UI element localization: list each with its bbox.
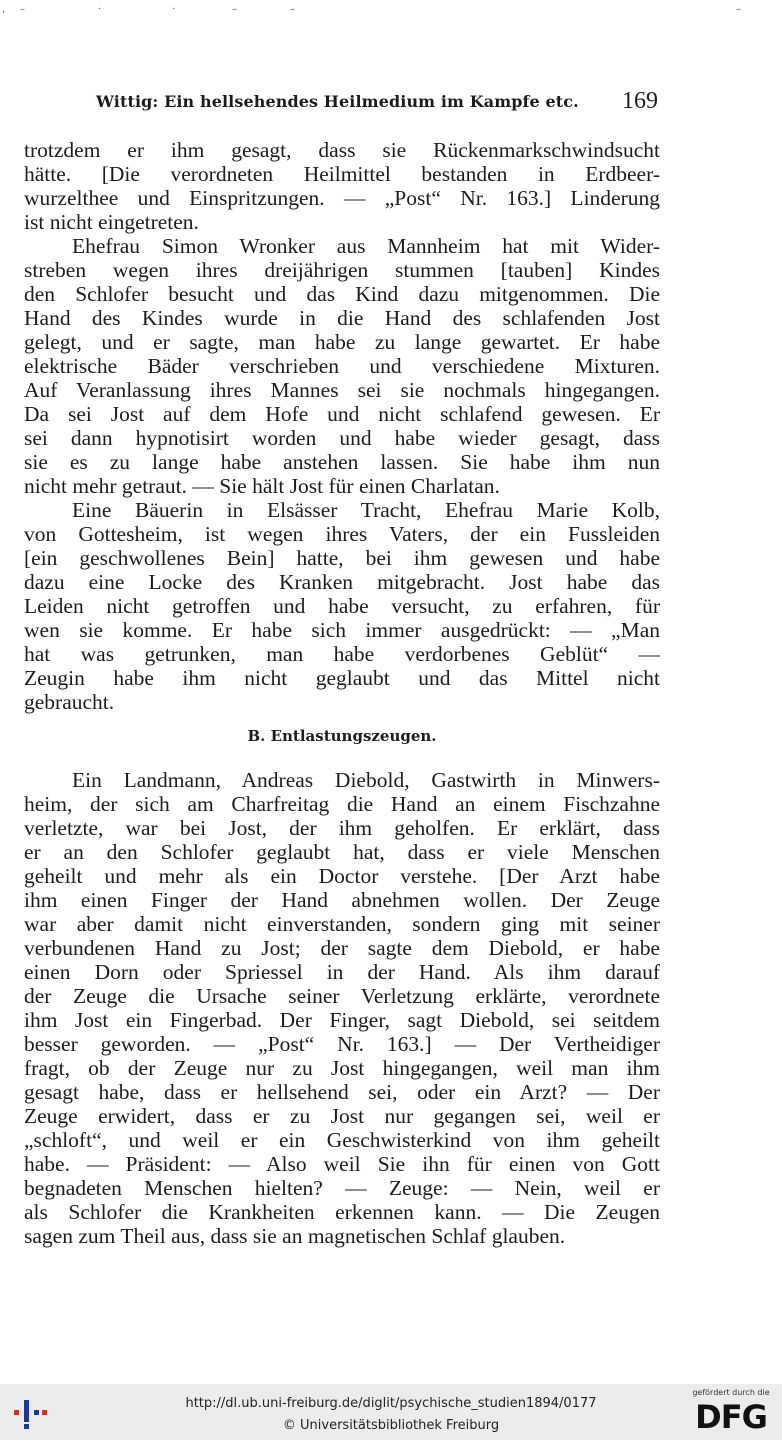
text-line: Leiden nicht getroffen und habe versucht, zu erfahren, für xyxy=(24,594,660,618)
text-line: Eine Bäuerin in Elsässer Tracht, Ehefrau Marie Kolb, xyxy=(72,498,660,522)
text-line: sagen zum Theil aus, dass sie an magnetischen Schlaf glauben. xyxy=(24,1224,566,1248)
text-line: begnadeten Menschen hielten? — Zeuge: — Nein, weil er xyxy=(24,1176,660,1200)
text-line: Ehefrau Simon Wronker aus Mannheim hat mit Wider- xyxy=(72,234,660,258)
text-line: trotzdem er ihm gesagt, dass sie Rückenmarkschwindsucht xyxy=(24,138,660,162)
scan-edge-marks: , – · · – – – xyxy=(2,4,741,15)
text-line: streben wegen ihres dreijährigen stummen [tauben] Kindes xyxy=(24,258,660,282)
dfg-logo xyxy=(686,1388,776,1438)
text-line: heim, der sich am Charfreitag die Hand an einem Fischzahne xyxy=(24,792,660,816)
text-line: ihm einen Finger der Hand abnehmen wollen. Der Zeuge xyxy=(24,888,660,912)
text-line: elektrische Bäder verschrieben und verschiedene Mixturen. xyxy=(24,354,660,378)
page-number: 169 xyxy=(622,88,658,114)
text-line: verbundenen Hand zu Jost; der sagte dem Diebold, er habe xyxy=(24,936,660,960)
text-line: Auf Veranlassung ihres Mannes sei sie nochmals hingegangen. xyxy=(24,378,660,402)
text-line: Zeuge erwidert, dass er zu Jost nur gegangen sei, weil er xyxy=(24,1104,660,1128)
running-title: Wittig: Ein hellsehendes Heilmedium im Kampfe etc. xyxy=(96,92,579,111)
source-url[interactable]: http://dl.ub.uni-freiburg.de/diglit/psychische_studien1894/0177 xyxy=(185,1396,597,1411)
text-line: gebraucht. xyxy=(24,690,115,714)
copyright-notice: © Universitätsbibliothek Freiburg xyxy=(282,1418,500,1433)
body-lines-group-2 xyxy=(24,768,660,1248)
text-line: der Zeuge die Ursache seiner Verletzung erklärte, verordnete xyxy=(24,984,660,1008)
text-line: von Gottesheim, ist wegen ihres Vaters, der ein Fussleiden xyxy=(24,522,660,546)
text-line: Zeugin habe ihm nicht geglaubt und das Mittel nicht xyxy=(24,666,660,690)
running-head xyxy=(96,88,658,118)
text-line: den Schlofer besucht und das Kind dazu mitgenommen. Die xyxy=(24,282,660,306)
text-line: habe. — Präsident: — Also weil Sie ihn für einen von Gott xyxy=(24,1152,660,1176)
text-line: gelegt, und er sagte, man habe zu lange gewartet. Er habe xyxy=(24,330,660,354)
section-heading: B. Entlastungszeugen. xyxy=(247,727,437,745)
text-line: geheilt und mehr als ein Doctor verstehe. [Der Arzt habe xyxy=(24,864,660,888)
body-lines-group-1 xyxy=(24,138,660,714)
text-line: Da sei Jost auf dem Hofe und nicht schlafend gewesen. Er xyxy=(24,402,660,426)
dfg-logo-icon: DFG xyxy=(695,1398,767,1436)
footer-bar xyxy=(0,1384,782,1440)
text-line: „schloft“, und weil er ein Geschwisterkind von ihm geheilt xyxy=(24,1128,660,1152)
text-line: ihm Jost ein Fingerbad. Der Finger, sagt Diebold, sei seitdem xyxy=(24,1008,660,1032)
text-line: hat was getrunken, man habe verdorbenes Geblüt“ — xyxy=(24,642,660,666)
text-line: war aber damit nicht einverstanden, sondern ging mit seiner xyxy=(24,912,660,936)
text-line: [ein geschwollenes Bein] hatte, bei ihm gewesen und habe xyxy=(24,546,660,570)
page-body xyxy=(24,138,660,1248)
text-line: wen sie komme. Er habe sich immer ausgedrückt: — „Man xyxy=(24,618,660,642)
text-line: sie es zu lange habe anstehen lassen. Sie habe ihm nun xyxy=(24,450,660,474)
text-line: nicht mehr getraut. — Sie hält Jost für einen Charlatan. xyxy=(24,474,500,498)
text-line: Hand des Kindes wurde in die Hand des schlafenden Jost xyxy=(24,306,660,330)
text-line: gesagt habe, dass er hellsehend sei, oder ein Arzt? — Der xyxy=(24,1080,660,1104)
text-line: hätte. [Die verordneten Heilmittel bestanden in Erdbeer- xyxy=(24,162,660,186)
text-line: er an den Schlofer geglaubt hat, dass er viele Menschen xyxy=(24,840,660,864)
text-line: ist nicht eingetreten. xyxy=(24,210,199,234)
funder-caption: gefördert durch die xyxy=(692,1388,770,1397)
text-line: sei dann hypnotisirt worden und habe wieder gesagt, dass xyxy=(24,426,660,450)
text-line: dazu eine Locke des Kranken mitgebracht. Jost habe das xyxy=(24,570,660,594)
text-line: Ein Landmann, Andreas Diebold, Gastwirth in Minwers- xyxy=(72,768,660,792)
text-line: verletzte, war bei Jost, der ihm geholfen. Er erklärt, dass xyxy=(24,816,660,840)
text-line: einen Dorn oder Spriessel in der Hand. Als ihm darauf xyxy=(24,960,660,984)
text-line: als Schlofer die Krankheiten erkennen kann. — Die Zeugen xyxy=(24,1200,660,1224)
text-line: fragt, ob der Zeuge nur zu Jost hingegangen, weil man ihm xyxy=(24,1056,660,1080)
text-line: besser geworden. — „Post“ Nr. 163.] — Der Vertheidiger xyxy=(24,1032,660,1056)
text-line: wurzelthee und Einspritzungen. — „Post“ Nr. 163.] Linderung xyxy=(24,186,660,210)
